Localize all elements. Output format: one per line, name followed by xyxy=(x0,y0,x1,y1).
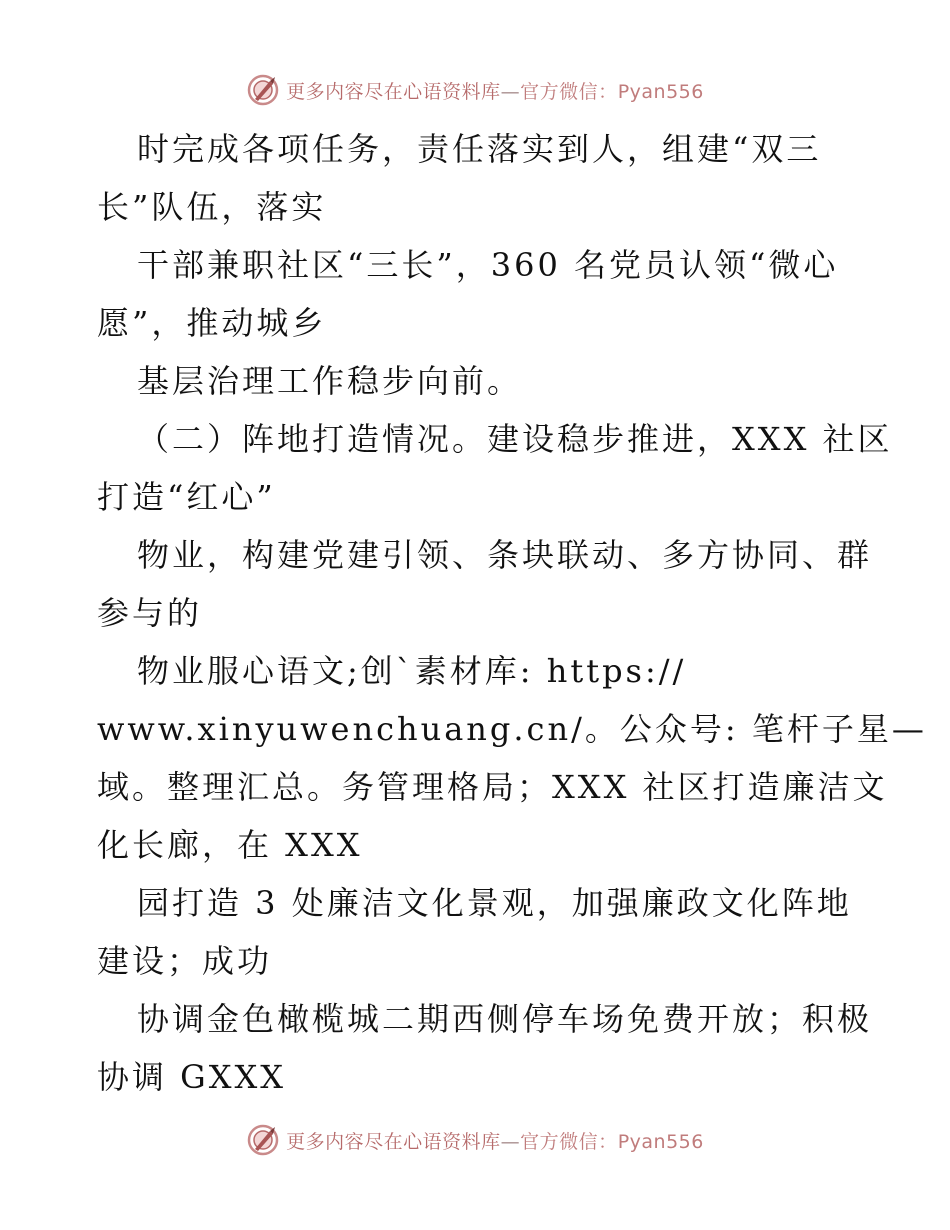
paragraph-line: 参与的 xyxy=(97,594,203,632)
paragraph-line: 园打造 3 处廉洁文化景观，加强廉政文化阵地 xyxy=(137,884,852,922)
header-watermark-wechat-id: Pyan556 xyxy=(617,80,704,103)
section-heading-line: （二）阵地打造情况。建设稳步推进，XXX 社区 xyxy=(137,420,893,458)
paragraph-line: 协调 GXXX xyxy=(97,1058,287,1096)
quill-logo-icon xyxy=(246,1123,280,1157)
footer-watermark-wechat-id: Pyan556 xyxy=(617,1130,704,1153)
paragraph-line: 建设；成功 xyxy=(97,942,273,980)
footer-watermark-main: 更多内容尽在心语资料库 xyxy=(286,1130,501,1153)
header-watermark-text xyxy=(286,77,704,104)
header-watermark-main: 更多内容尽在心语资料库 xyxy=(286,80,501,103)
paragraph-line: 时完成各项任务，责任落实到人，组建“双三 xyxy=(137,130,822,168)
footer-watermark xyxy=(246,1123,704,1157)
footer-watermark-wechat-label: 官方微信： xyxy=(520,1130,618,1153)
paragraph-line: 物业，构建党建引领、条块联动、多方协同、群 xyxy=(137,536,873,574)
paragraph-line: 干部兼职社区“三长”，360 名党员认领“微心 xyxy=(137,246,839,284)
paragraph-line: 愿”，推动城乡 xyxy=(97,304,327,342)
paragraph-line: 打造“红心” xyxy=(97,478,276,516)
paragraph-line: 协调金色橄榄城二期西侧停车场免费开放；积极 xyxy=(137,1000,873,1038)
paragraph-line: 化长廊，在 XXX xyxy=(97,826,363,864)
paragraph-line: 长”队伍，落实 xyxy=(97,188,327,226)
header-watermark xyxy=(246,73,704,107)
paragraph-line: www.xinyuwenchuang.cn/。公众号: 笔杆子星— xyxy=(97,710,927,748)
header-watermark-banner xyxy=(0,70,950,110)
quill-logo-icon xyxy=(246,73,280,107)
header-watermark-wechat-label: 官方微信： xyxy=(520,80,618,103)
footer-watermark-banner xyxy=(0,1120,950,1160)
paragraph-line: 物业服心语文;创`素材库: https:// xyxy=(137,652,687,690)
paragraph-line: 域。整理汇总。务管理格局；XXX 社区打造廉洁文 xyxy=(97,768,888,806)
paragraph-line: 基层治理工作稳步向前。 xyxy=(137,362,523,400)
footer-watermark-separator: — xyxy=(500,1130,521,1153)
header-watermark-separator: — xyxy=(500,80,521,103)
document-body xyxy=(97,120,927,1106)
footer-watermark-text xyxy=(286,1127,704,1154)
